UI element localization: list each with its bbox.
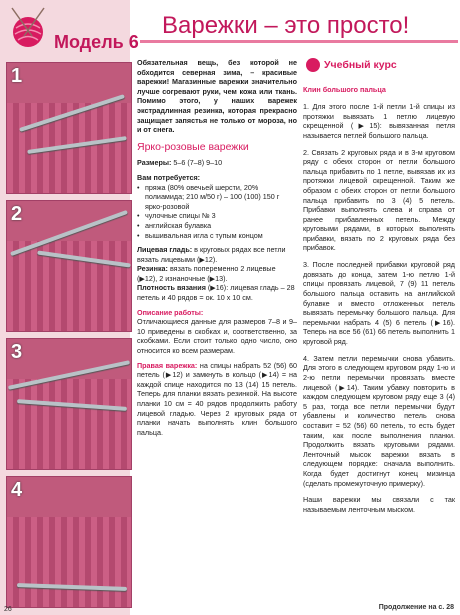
step-photo-4 [6,476,132,608]
course-step: 4. Затем петли перемычки снова убавить. Для этого в следующем круговом ряду 1-ю и 2-ю петли перемычки провязать вместе лицевой (▶14). Таким убавку повторить в каждом следующем круговом ряду еще 3 (4) 5 раз, тогда все петли перемычки будут убавлены и количество петель снова составит = 52 (56) 60 петель, то есть будет таким, как после выполнения планки. Продолжить вязать круговыми рядами. Ленточный мысок варежки вязать в следующем порядке: сначала выполнить. Когда будет достигнут конец мизинца (сделать промежуточную примерку). [303,353,455,488]
sizes-label: Размеры: [137,158,172,168]
right-mitten-text: на спицы набрать 52 (56) 60 петель (▶12) и замкнуть в кольцо (▶14) = на каждой спице находится по 13 (14) 15 петель. Теперь для планки вязать резинкой. На высоте планки 10 см = 40 рядов продолжить работу лицевой гладью. Через 2 круговых ряда от планки начать выполнять клин большого пальца. [137,360,298,437]
list-item: • английская булавка [145,221,297,231]
stitch-entry [137,283,297,302]
stitch-label: Лицевая гладь: [137,245,193,255]
model-label: Модель 6 [54,32,139,52]
course-bullet-icon [306,58,320,72]
sizes-line [137,158,297,168]
course-step: 3. После последней прибавки круговой ряд довязать до конца, затем 1-ю петлю 1-й спицы провязать лицевой, 7 (9) 11 петель большого пальца оставить на английской булавке и вместо отложенных петель вывязать перемычку большого пальца. Для перемычки набрать 4 (5) 6 петель (▶16). Теперь на все 56 (61) 66 петель выполнить 1 круговой ряд. [303,260,455,346]
continue-note: Продолжение на с. 28 [378,604,454,611]
step-number: 1 [11,65,23,87]
list-item: • пряжа (80% овечьей шерсти, 20% полиамида; 210 м/50 г) – 100 (100) 150 г ярко-розовой [145,183,297,212]
stitch-label: Резинка: [137,264,168,274]
instructions-column [137,58,297,437]
page-number: 26 [4,606,12,613]
list-item: • вышивальная игла с тупым концом [145,231,297,241]
description-text: Отличающиеся данные для размеров 7–8 и 9–10 приведены в скобках и, соответственно, за скобками. Если стоит только одно число, оно относится ко всем размерам. [137,317,297,356]
step-photo-1 [6,62,132,194]
stitch-label: Плотность вязания [137,283,206,293]
stitch-text: в круговых рядах все петли вязать лицевыми (▶12). [137,245,286,264]
course-title: Учебный курс [324,59,397,71]
step-photo-2 [6,200,132,332]
sizes-value: 5–6 (7–8) 9–10 [173,158,223,168]
course-step: Наши варежки мы связали с так называемым ленточным мыском. [303,495,455,514]
right-mitten-entry [137,361,297,438]
description-label: Описание работы: [137,307,204,317]
stitch-entry [137,264,297,283]
course-step: 2. Связать 2 круговых ряда и в 3-м круговом ряду с обеих сторон от петли большого пальца прибавить по 1 петле, вывязав их из протяжки лицевой скрещенной. Таким же образом с обеих сторон от петли большого пальца прибавить по 3 (4) 5 петель. Прибавки выполнять слева и справа от ранее прибавленных петель. Между круговыми рядами, в которых выполнять прибавки, вязать по 2 круговых ряда без прибавок. [303,147,455,253]
page-title: Варежки – это просто! [162,12,410,39]
stitch-text: вязать попеременно 2 лицевые (▶12), 2 изнаночные (▶13). [137,264,276,283]
intro-text: Обязательная вещь, без которой не обходится северная зима, – красивые варежки! Магазинные варежки значительно лучше согревают руки, чем кожа или ткань. Помимо этого, у наших варежек экстрадлинная резинка, которая прекрасно защищает запястья не только от мороза, но и от снега. [137,58,297,135]
materials-list [137,183,297,241]
course-step: 1. Для этого после 1-й петли 1-й спицы из протяжки вывязать 1 петлю лицевую скрещенной (▶15): вывязанная петля называется петлей большого пальца. [303,101,455,140]
course-subtitle: Клин большого пальца [303,85,386,95]
right-mitten-label: Правая варежка: [137,360,198,370]
title-divider [140,40,458,43]
yarn-ball-icon [6,6,50,50]
course-column [303,78,455,522]
stitch-text: (▶16): лицевая гладь – 28 петель и 40 рядов = ок. 10 x 10 см. [137,283,295,303]
list-item: • чулочные спицы № 3 [145,211,297,221]
step-number: 3 [11,341,23,363]
stitch-entry [137,245,297,264]
materials-label: Вам потребуется: [137,172,201,182]
section-title: Ярко-розовые варежки [137,140,249,153]
step-photo-3 [6,338,132,470]
step-number: 2 [11,203,23,225]
step-number: 4 [11,479,23,501]
